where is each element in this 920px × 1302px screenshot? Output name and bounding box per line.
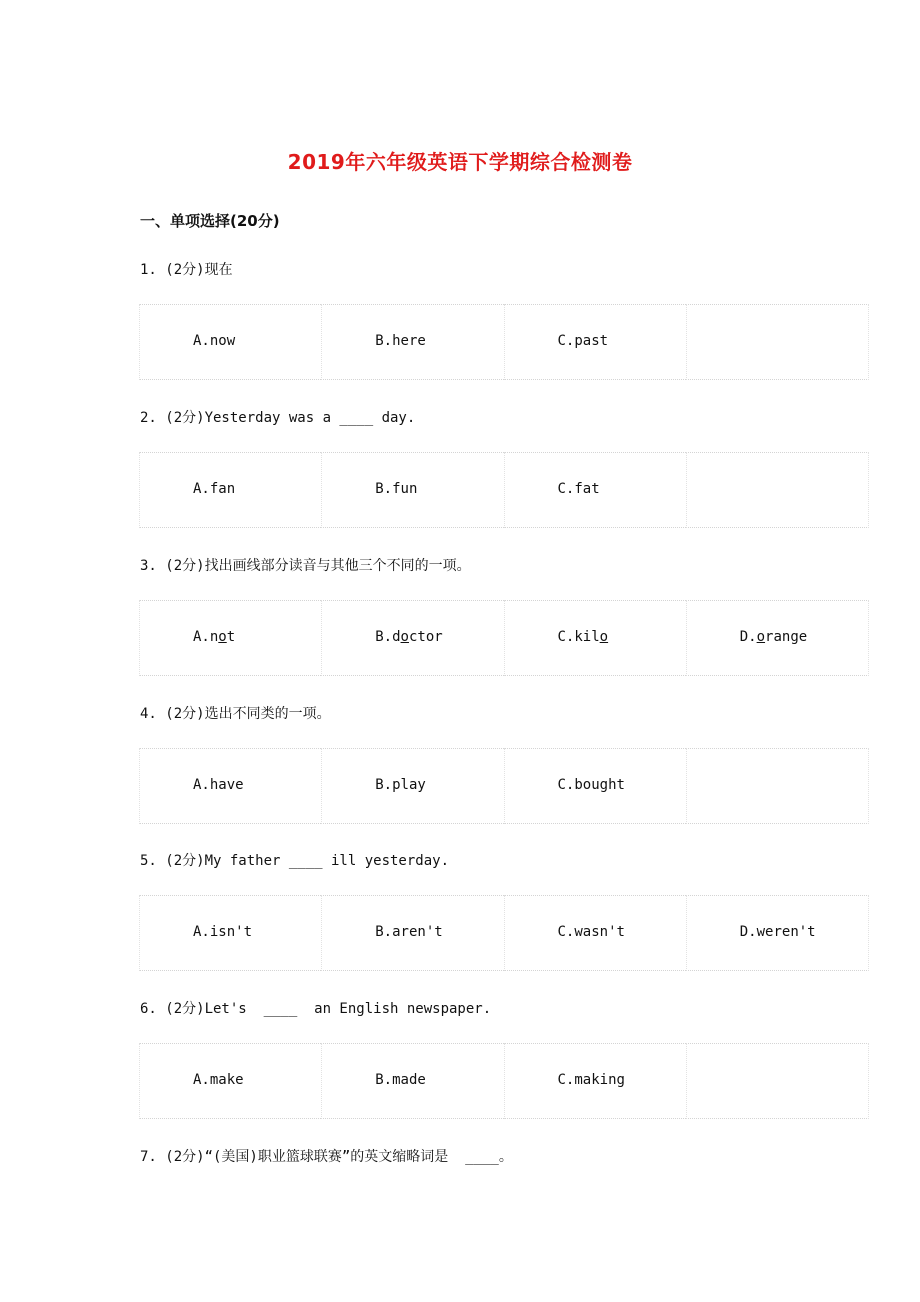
option-c: C.past	[557, 333, 609, 349]
underlined-letter: o	[756, 629, 766, 645]
option-b: B.doctor	[375, 629, 443, 645]
question-3: 3. (2分)找出画线部分读音与其他三个不同的一项。	[140, 558, 471, 574]
options-row-1	[139, 304, 869, 380]
options-row-4	[139, 748, 869, 824]
options-row-5	[139, 895, 869, 971]
options-row-2	[139, 452, 869, 528]
option-cell[interactable]	[321, 748, 503, 824]
option-cell-empty	[686, 452, 869, 528]
option-c: C.bought	[557, 777, 625, 793]
option-d: D.weren't	[739, 924, 816, 940]
option-b: B.aren't	[375, 924, 443, 940]
option-cell[interactable]	[504, 600, 686, 676]
question-2: 2. (2分)Yesterday was a ____ day.	[140, 410, 416, 426]
option-a: A.now	[193, 333, 236, 349]
option-a: A.fan	[193, 481, 236, 497]
option-cell-empty	[686, 1043, 869, 1119]
option-cell[interactable]	[321, 895, 503, 971]
option-a: A.not	[193, 629, 236, 645]
option-a: A.make	[193, 1072, 244, 1088]
option-cell[interactable]	[504, 304, 686, 380]
option-cell[interactable]	[504, 748, 686, 824]
question-6: 6. (2分)Let's ____ an English newspaper.	[140, 1001, 492, 1017]
option-c: C.making	[557, 1072, 625, 1088]
question-1: 1. (2分)现在	[140, 262, 233, 278]
option-cell[interactable]	[139, 1043, 321, 1119]
underlined-letter: o	[599, 629, 609, 645]
option-cell[interactable]	[139, 304, 321, 380]
option-cell[interactable]	[321, 452, 503, 528]
option-cell[interactable]	[686, 895, 869, 971]
option-cell[interactable]	[139, 452, 321, 528]
option-cell[interactable]	[139, 895, 321, 971]
option-c: C.kilo	[557, 629, 609, 645]
option-a: A.have	[193, 777, 244, 793]
option-cell[interactable]	[321, 1043, 503, 1119]
question-7: 7. (2分)“(美国)职业篮球联赛”的英文缩略词是 ____。	[140, 1149, 513, 1165]
option-a: A.isn't	[193, 924, 253, 940]
options-row-6	[139, 1043, 869, 1119]
options-row-3	[139, 600, 869, 676]
question-5: 5. (2分)My father ____ ill yesterday.	[140, 853, 450, 869]
option-cell[interactable]	[504, 895, 686, 971]
option-cell-empty	[686, 304, 869, 380]
option-cell-empty	[686, 748, 869, 824]
option-cell[interactable]	[321, 600, 503, 676]
document-title: 2019年六年级英语下学期综合检测卷	[287, 150, 633, 174]
option-cell[interactable]	[504, 1043, 686, 1119]
option-b: B.here	[375, 333, 426, 349]
question-4: 4. (2分)选出不同类的一项。	[140, 706, 331, 722]
underlined-letter: o	[400, 629, 409, 645]
underlined-letter: o	[218, 629, 227, 645]
section-heading: 一、单项选择(20分)	[140, 212, 280, 230]
option-cell[interactable]	[686, 600, 869, 676]
option-cell[interactable]	[139, 748, 321, 824]
option-c: C.wasn't	[557, 924, 625, 940]
option-c: C.fat	[557, 481, 600, 497]
option-b: B.made	[375, 1072, 426, 1088]
option-b: B.fun	[375, 481, 418, 497]
option-b: B.play	[375, 777, 426, 793]
option-d: D.orange	[739, 629, 808, 645]
option-cell[interactable]	[504, 452, 686, 528]
option-cell[interactable]	[139, 600, 321, 676]
option-cell[interactable]	[321, 304, 503, 380]
